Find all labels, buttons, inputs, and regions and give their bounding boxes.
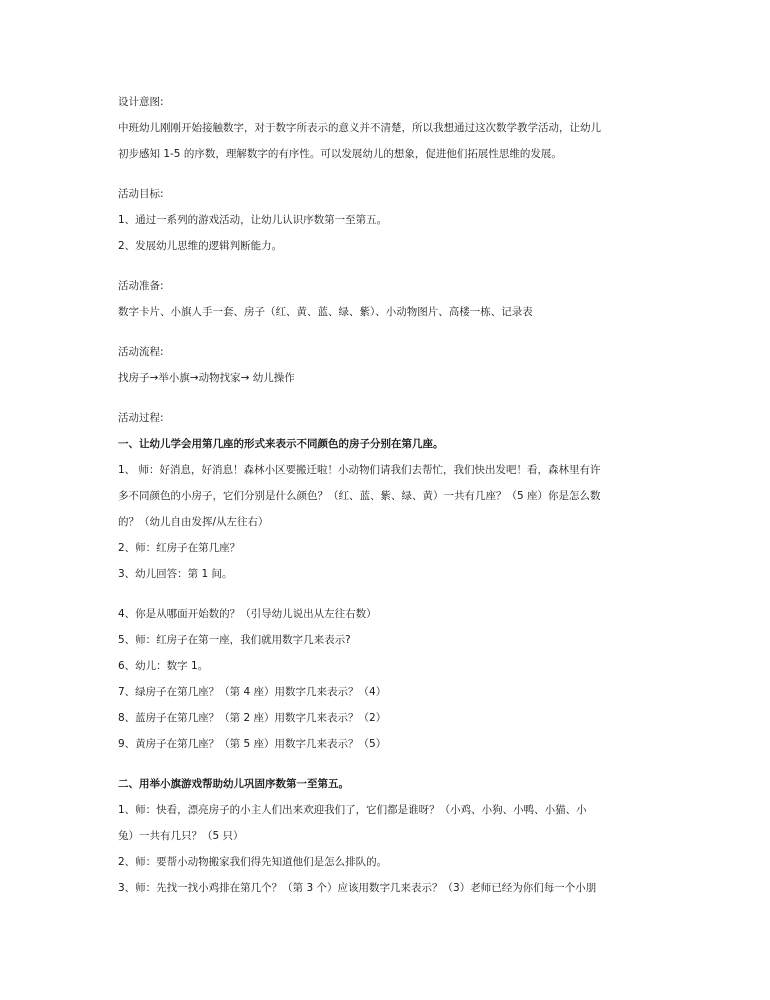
- section-heading: 设计意图:: [118, 96, 164, 108]
- section-heading: 活动流程:: [118, 346, 164, 358]
- list-item: 3、幼儿回答：第 1 间。: [118, 568, 233, 580]
- section-heading: 活动准备:: [118, 280, 164, 292]
- list-item: 4、你是从哪面开始数的？（引导幼儿说出从左往右数）: [118, 608, 377, 620]
- list-item: 3、师：先找一找小鸡排在第几个？（第 3 个）应该用数字几来表示？（3）老师已经为你们每一个小朋: [118, 882, 597, 894]
- section-heading: 活动过程:: [118, 412, 164, 424]
- list-item: 兔）一共有几只？（5 只）: [118, 830, 244, 842]
- paragraph-line: 中班幼儿刚刚开始接触数字，对于数字所表示的意义并不清楚，所以我想通过这次数学教学活动，让幼儿: [118, 122, 601, 134]
- list-item: 的？（幼儿自由发挥/从左往右）: [118, 516, 269, 528]
- subsection-title: 二、用举小旗游戏帮助幼儿巩固序数第一至第五。: [118, 778, 349, 790]
- paragraph-line: 数字卡片、小旗人手一套、房子（红、黄、蓝、绿、紫）、小动物图片、高楼一栋、记录表: [118, 306, 533, 318]
- section-prep: [118, 273, 658, 325]
- list-item: 7、绿房子在第几座？（第 4 座）用数字几来表示？（4）: [118, 686, 387, 698]
- section-heading: 活动目标:: [118, 188, 164, 200]
- paragraph-line: 找房子→举小旗→动物找家→ 幼儿操作: [118, 372, 295, 384]
- section-flow: [118, 339, 658, 391]
- section-goals: [118, 181, 658, 259]
- list-item: 9、黄房子在第几座？（第 5 座）用数字几来表示？（5）: [118, 738, 387, 750]
- list-item: 1、 师：好消息，好消息！森林小区要搬迁啦！小动物们请我们去帮忙，我们快出发吧！看，森林里有许: [118, 464, 601, 476]
- section-intent: [118, 89, 658, 167]
- list-item: 6、幼儿：数字 1。: [118, 660, 209, 672]
- list-item: 多不同颜色的小房子，它们分别是什么颜色？（红、蓝、紫、绿、黄）一共有几座？（5 座）你是怎么数: [118, 490, 601, 502]
- list-item: 1、师：快看，漂亮房子的小主人们出来欢迎我们了，它们都是谁呀？（小鸡、小狗、小鸭、小猫、小: [118, 804, 587, 816]
- list-item: 8、蓝房子在第几座？（第 2 座）用数字几来表示？（2）: [118, 712, 387, 724]
- list-item: 5、师：红房子在第一座，我们就用数字几来表示?: [118, 634, 351, 646]
- list-item: 2、发展幼儿思维的逻辑判断能力。: [118, 240, 283, 252]
- document-page: [118, 89, 658, 901]
- paragraph-line: 初步感知 1-5 的序数，理解数字的有序性。可以发展幼儿的想象，促进他们拓展性思维的发展。: [118, 148, 562, 160]
- subsection-title: 一、让幼儿学会用第几座的形式来表示不同颜色的房子分别在第几座。: [118, 438, 444, 450]
- list-item: 2、师：要帮小动物搬家我们得先知道他们是怎么排队的。: [118, 856, 388, 868]
- list-item: 2、师：红房子在第几座？: [118, 542, 241, 554]
- list-item: 1、通过一系列的游戏活动，让幼儿认识序数第一至第五。: [118, 214, 388, 226]
- section-process: [118, 405, 658, 901]
